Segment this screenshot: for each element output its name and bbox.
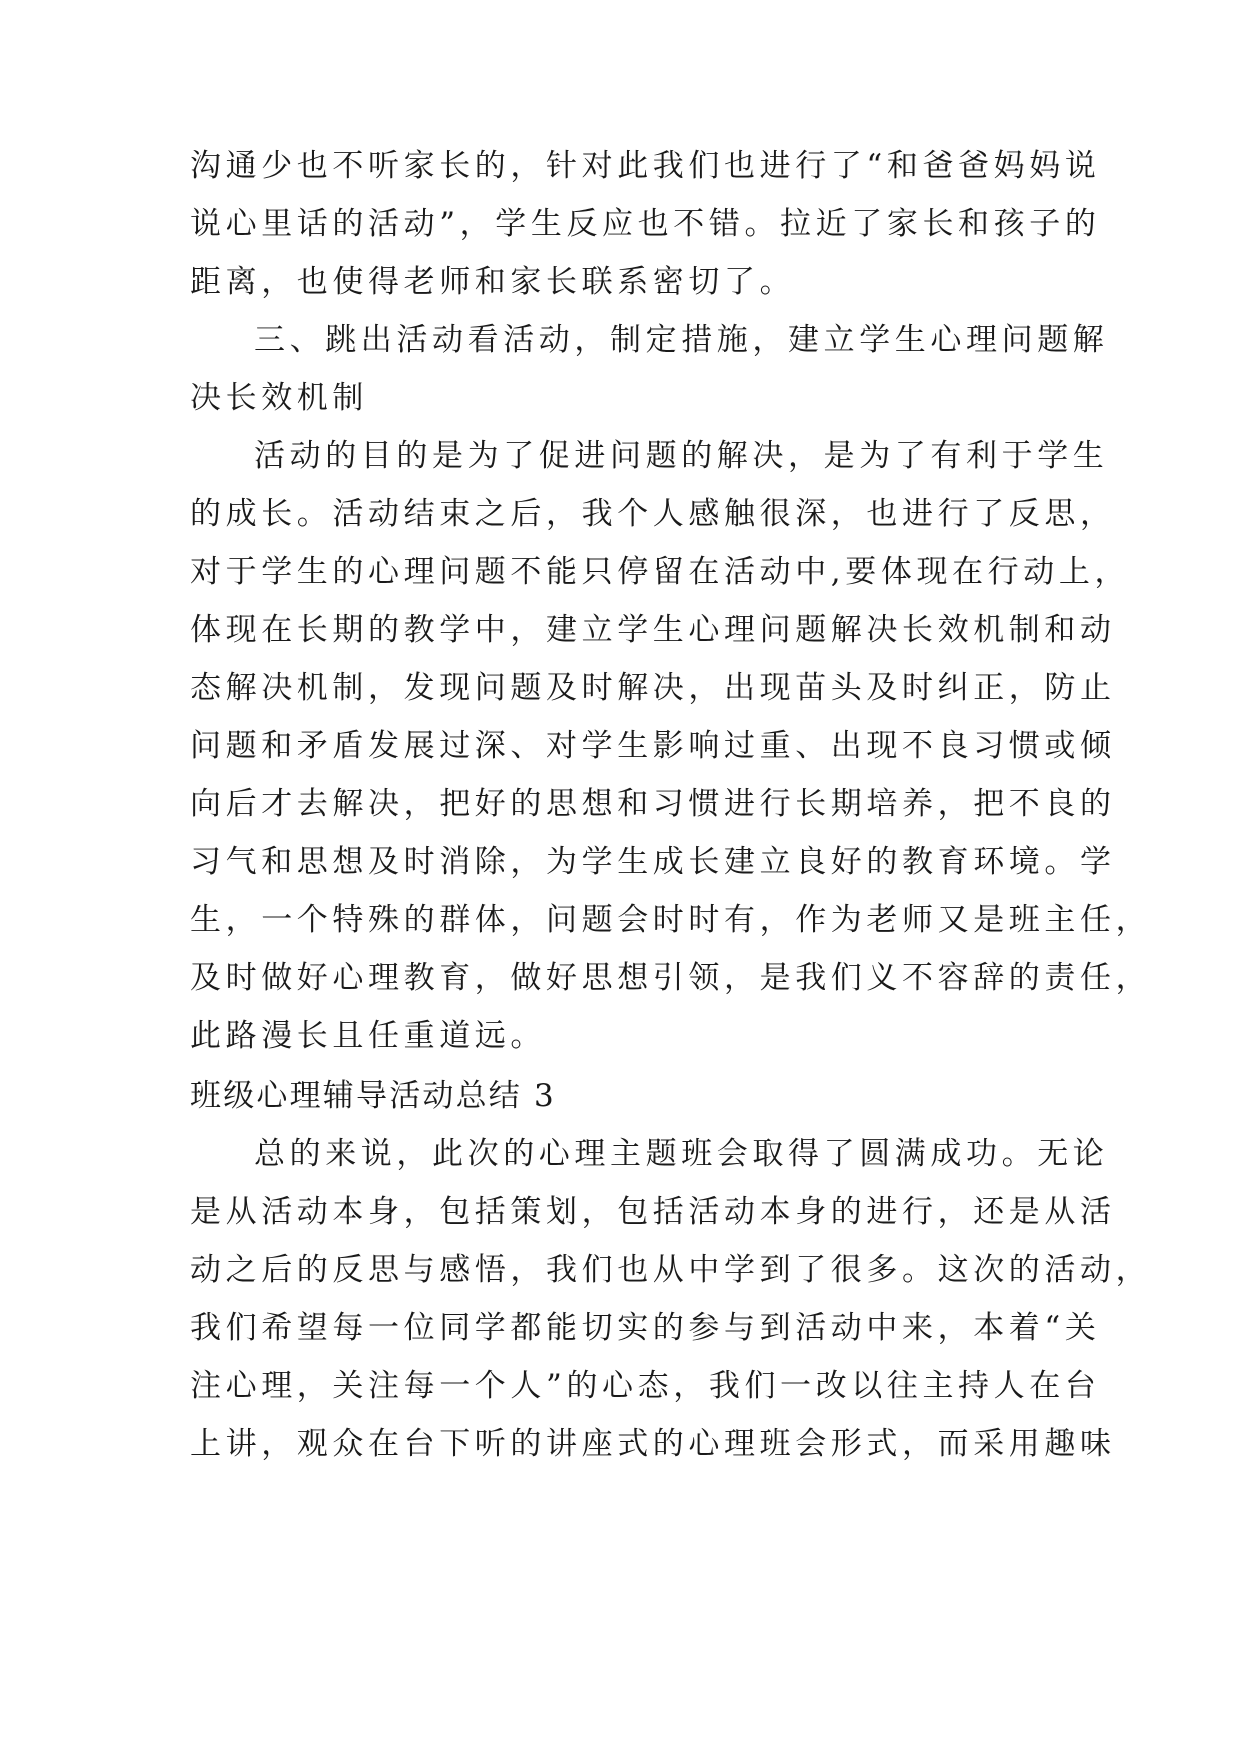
section-a-text bbox=[190, 137, 1152, 1065]
paragraph-line: 此路漫长且任重道远。 bbox=[190, 1018, 546, 1054]
paragraph-line: 生，一个特殊的群体，问题会时时有，作为老师又是班主任， bbox=[190, 902, 1152, 938]
paragraph-line: 我们希望每一位同学都能切实的参与到活动中来，本着“关 bbox=[190, 1310, 1101, 1346]
section-title: 班级心理辅导活动总结 3 bbox=[190, 1078, 556, 1114]
paragraph-line: 是从活动本身，包括策划，包括活动本身的进行，还是从活 bbox=[190, 1194, 1116, 1230]
paragraph-line: 距离，也使得老师和家长联系密切了。 bbox=[190, 264, 796, 300]
paragraph-line: 活动的目的是为了促进问题的解决，是为了有利于学生 bbox=[254, 438, 1109, 474]
paragraph-line: 对于学生的心理问题不能只停留在活动中,要体现在行动上， bbox=[190, 554, 1131, 590]
paragraph-line: 向后才去解决，把好的思想和习惯进行长期培养，把不良的 bbox=[190, 786, 1116, 822]
paragraph-line: 注心理，关注每一个人”的心态，我们一改以往主持人在台 bbox=[190, 1368, 1101, 1404]
paragraph-line: 上讲，观众在台下听的讲座式的心理班会形式，而采用趣味 bbox=[190, 1426, 1116, 1462]
paragraph-line: 的成长。活动结束之后，我个人感触很深，也进行了反思， bbox=[190, 496, 1116, 532]
paragraph-line: 动之后的反思与感悟，我们也从中学到了很多。这次的活动， bbox=[190, 1252, 1152, 1288]
paragraph-line: 说心里话的活动”，学生反应也不错。拉近了家长和孩子的 bbox=[190, 206, 1101, 242]
paragraph-line: 及时做好心理教育，做好思想引领，是我们义不容辞的责任， bbox=[190, 960, 1152, 996]
paragraph-line: 体现在长期的教学中，建立学生心理问题解决长效机制和动 bbox=[190, 612, 1116, 648]
paragraph-line: 沟通少也不听家长的，针对此我们也进行了“和爸爸妈妈说 bbox=[190, 148, 1101, 184]
paragraph-line: 态解决机制，发现问题及时解决，出现苗头及时纠正，防止 bbox=[190, 670, 1116, 706]
section-heading-line: 决长效机制 bbox=[190, 380, 368, 416]
section-b-text bbox=[190, 1067, 1152, 1473]
paragraph-line: 习气和思想及时消除，为学生成长建立良好的教育环境。学 bbox=[190, 844, 1116, 880]
paragraph-line: 总的来说，此次的心理主题班会取得了圆满成功。无论 bbox=[254, 1136, 1109, 1172]
paragraph-line: 问题和矛盾发展过深、对学生影响过重、出现不良习惯或倾 bbox=[190, 728, 1116, 764]
section-heading-line: 三、跳出活动看活动，制定措施，建立学生心理问题解 bbox=[254, 322, 1109, 358]
